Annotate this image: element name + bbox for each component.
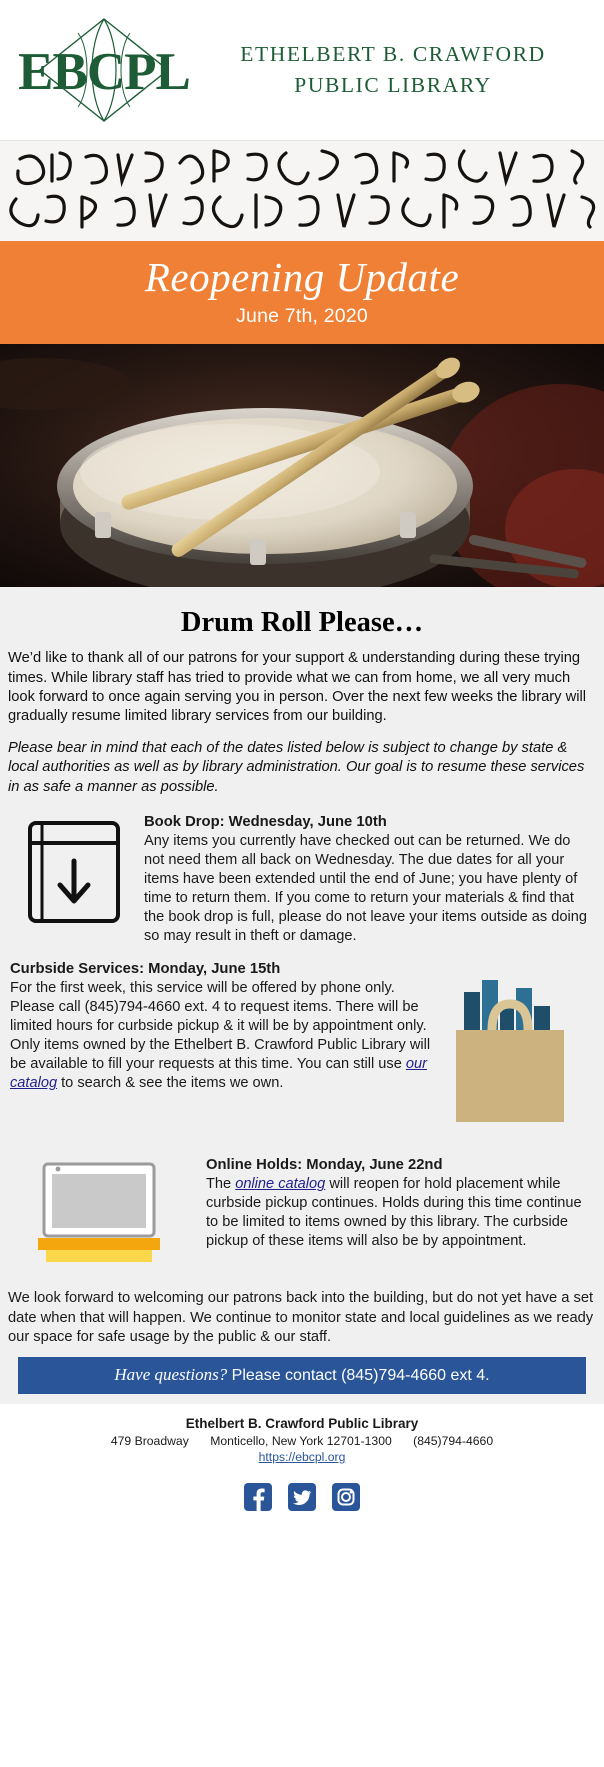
curbside-body-after: to search & see the items we own.	[57, 1075, 284, 1092]
social-links	[0, 1470, 604, 1528]
library-name-line2: PUBLIC LIBRARY	[294, 73, 492, 97]
book-drop-body: Any items you currently have checked out can be returned. We do not need them all back on Wednesday. The due dates for all your items have been extended until the end of June; you have plenty of time to return them. If you come to return your materials & find that the book drop is full, please do not leave your items outside as doing so may result in theft or damage.	[144, 833, 587, 945]
computer-books-icon	[8, 1156, 206, 1275]
reopening-banner	[0, 241, 604, 344]
book-drop-title: Book Drop: Wednesday, June 10th	[144, 814, 387, 831]
footer-address-line	[0, 1434, 604, 1448]
banner-title: Reopening Update	[144, 254, 460, 300]
service-online-holds	[8, 1156, 596, 1275]
our-catalog-link[interactable]: our catalog	[10, 1056, 427, 1092]
instagram-icon[interactable]	[331, 1482, 361, 1512]
footer-street: 479 Broadway	[110, 1434, 189, 1449]
library-name-wordmark	[200, 39, 604, 100]
banner-date: June 7th, 2020	[236, 305, 368, 328]
online-holds-body-before: The	[206, 1176, 236, 1193]
online-catalog-link[interactable]: online catalog	[235, 1176, 326, 1193]
book-drop-text	[144, 813, 596, 946]
disclaimer-paragraph: Please bear in mind that each of the dates listed below is subject to change by state & local authorities as well as by library administration. Our goal is to resume these services in as safe a manner as possible.	[8, 739, 585, 795]
contact-bar	[18, 1357, 586, 1394]
curbside-body-before: For the first week, this service will be offered by phone only. Please call (845)794-4660 ext. 4 to request items. There will be limited hours for curbside pickup & it will be by appointment only. Only items owned by the Ethelbert B. Crawford Public Library will be available to fill your requests at this time. You can still use	[10, 980, 431, 1073]
contact-instruction: Please contact (845)794-4660 ext 4.	[231, 1367, 490, 1385]
service-curbside	[8, 960, 596, 1142]
shopping-bag-icon	[446, 960, 596, 1142]
footer	[0, 1404, 604, 1470]
online-holds-text	[206, 1156, 596, 1251]
svg-text:EBCPL: EBCPL	[18, 43, 190, 101]
footer-phone: (845)794-4660	[413, 1434, 494, 1449]
curbside-text	[8, 960, 446, 1093]
website-link[interactable]: https://ebcpl.org	[258, 1450, 346, 1465]
curbside-title: Curbside Services: Monday, June 15th	[10, 961, 281, 978]
covid-doodle-banner	[0, 140, 604, 241]
book-drop-icon	[8, 813, 144, 932]
online-holds-title: Online Holds: Monday, June 22nd	[206, 1157, 443, 1174]
footer-city-state-zip: Monticello, New York 12701-1300	[210, 1434, 392, 1449]
twitter-icon[interactable]	[287, 1482, 317, 1512]
ebcpl-logo-icon	[18, 15, 190, 125]
library-name-line1: ETHELBERT B. CRAWFORD	[240, 42, 546, 67]
drum-photo	[0, 344, 604, 587]
facebook-icon[interactable]	[243, 1482, 273, 1512]
online-holds-body-after: will reopen for hold placement while curbside pickup continues. Holds during this time continue to be limited to items owned by this library. The curbside pickup of these items will also be by appointment.	[206, 1176, 582, 1250]
footer-website	[0, 1450, 604, 1464]
header	[0, 0, 604, 140]
main-content	[0, 587, 604, 1404]
page-title: Drum Roll Please…	[180, 607, 424, 639]
service-book-drop	[8, 813, 596, 946]
contact-question: Have questions?	[114, 1365, 228, 1385]
closing-paragraph: We look forward to welcoming our patrons back into the building, but do not yet have a set date when that will happen. We continue to monitor state and local guidelines as we ready our space for safe usage by the public & our staff.	[8, 1290, 594, 1345]
intro-paragraph: We’d like to thank all of our patrons for your support & understanding during these trying times. While library staff has tried to provide what we can from home, we all very much look forward to once again serving you in person. Over the next few weeks the library will gradually resume limited library services from our building.	[8, 650, 586, 725]
footer-library-name: Ethelbert B. Crawford Public Library	[185, 1416, 419, 1432]
